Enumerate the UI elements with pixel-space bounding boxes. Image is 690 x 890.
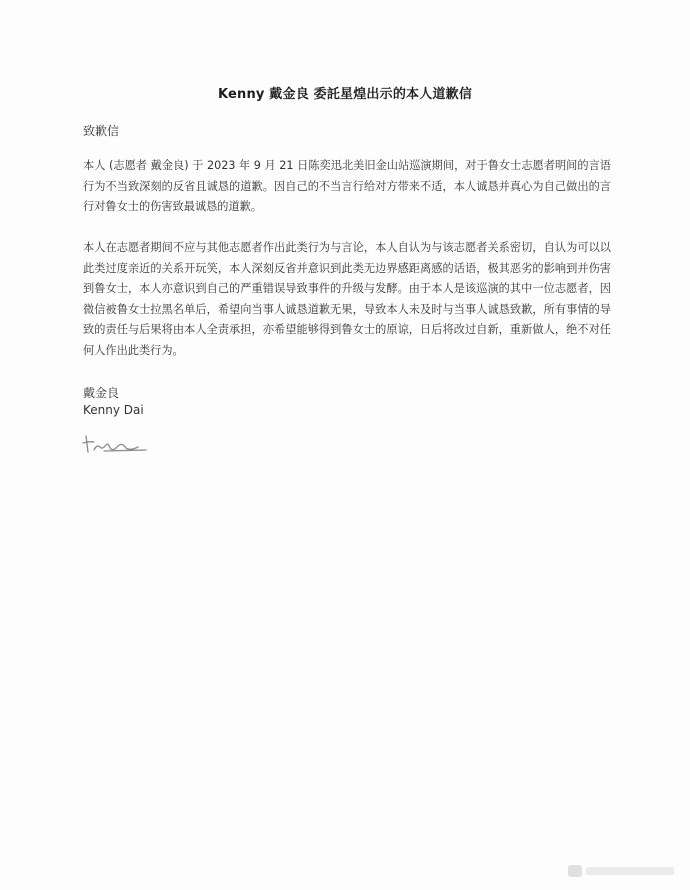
signer-name-chinese: 戴金良 [83,386,120,400]
letter-salutation: 致歉信 [83,124,120,138]
letter-title: Kenny 戴金良 委託星煌出示的本人道歉信 [217,87,473,102]
letter-paragraph-1: 本人 (志愿者 戴金良) 于 2023 年 9 月 21 日陈奕迅北美旧金山站巡演期间，对于鲁女士志愿者明间的言语行为不当致深刻的反省且诚恳的道歉。因自己的不当言行给对方带来不适，本人诚恳并真心为自己做出的言行对鲁女士的伤害致最诚恳的道歉。 [83,159,611,213]
handwritten-signature [80,430,150,458]
watermark-logo [566,862,678,880]
letter-paragraph-2: 本人在志愿者期间不应与其他志愿者作出此类行为与言论，本人自认为与该志愿者关系密切，自认为可以以此类过度亲近的关系开玩笑，本人深刻反省并意识到此类无边界感距离感的话语，极其恶劣的影响到并伤害到鲁女士，本人亦意识到自己的严重错误导致事件的升级与发酵。由于本人是该巡演的其中一位志愿者，因微信被鲁女士拉黑名单后，希望向当事人诚恳道歉无果，导致本人未及时与当事人诚恳致歉，所有事情的导致的责任与后果将由本人全责承担，亦希望能够得到鲁女士的原谅，日后将改过自新，重新做人，绝不对任何人作出此类行为。 [83,241,611,357]
signer-name-english: Kenny Dai [83,403,144,417]
